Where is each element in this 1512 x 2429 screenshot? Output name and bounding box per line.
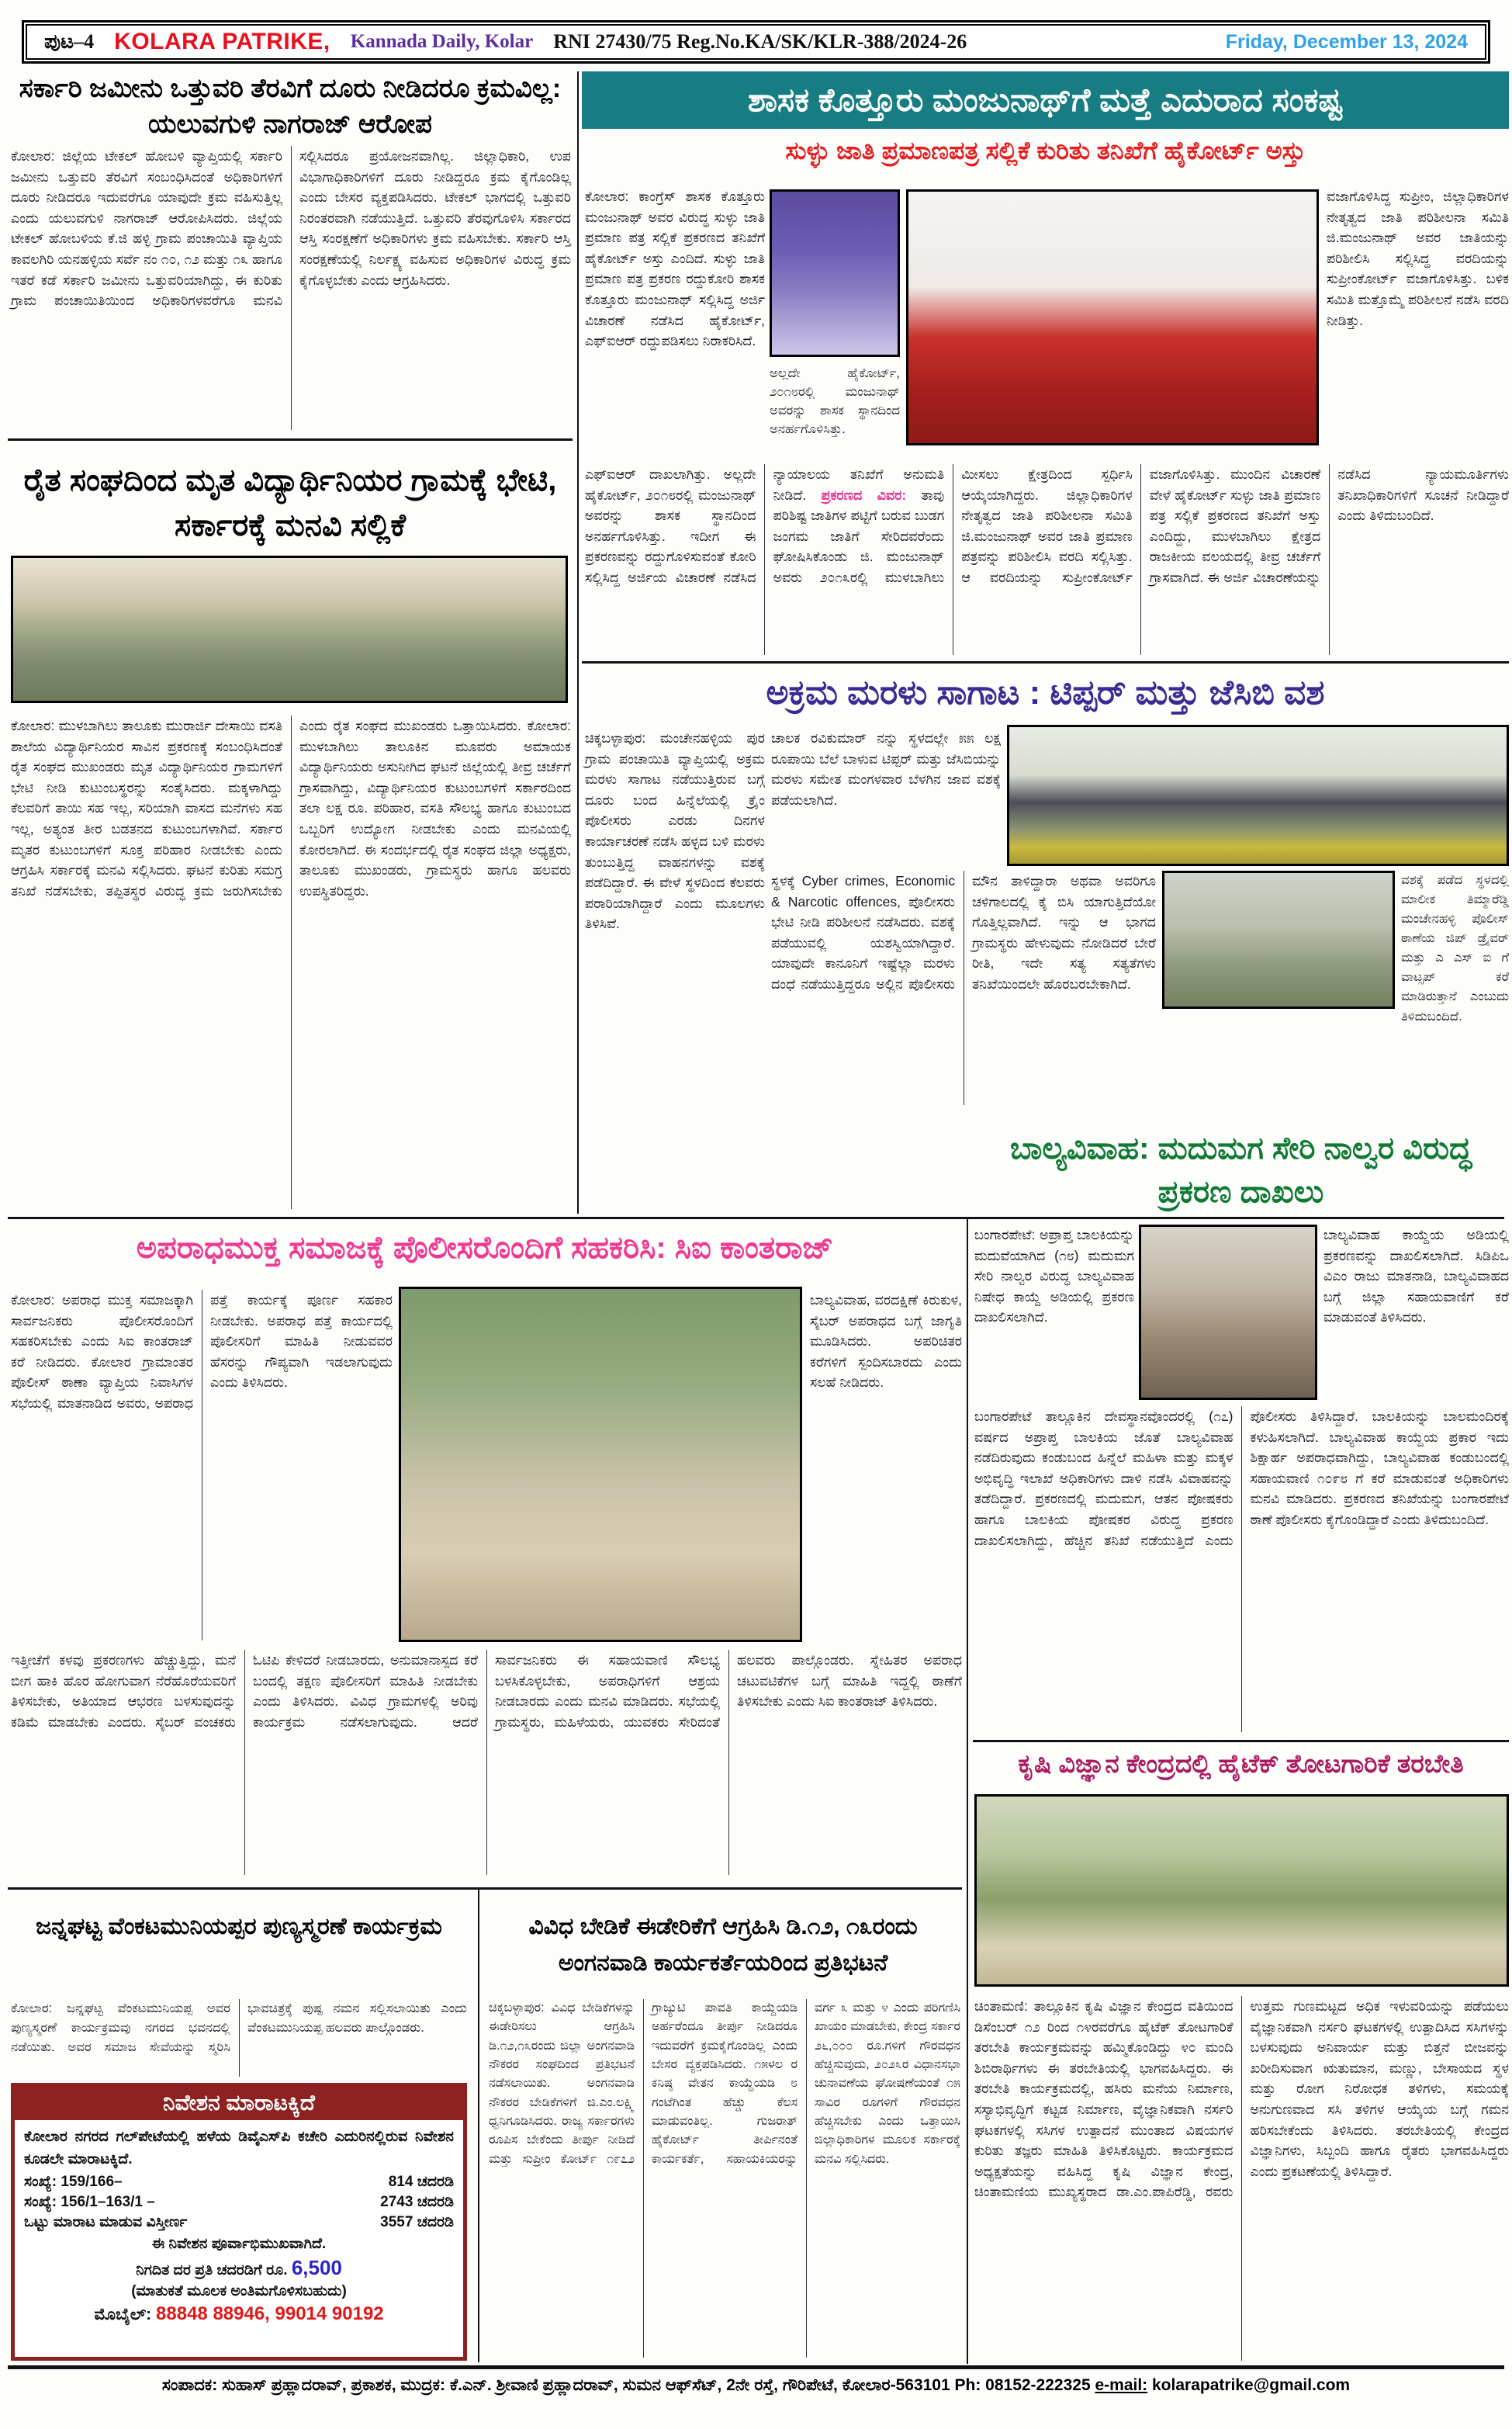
ad-rate-value: 6,500 [291,2256,342,2279]
ad-mobile-line [15,2300,463,2325]
headline-child-marriage: ಬಾಲ್ಯವಿವಾಹ: ಮದುಮಗ ಸೇರಿ ನಾಲ್ವರ ವಿರುದ್ಧ ಪ್ರಕರಣ ದಾಖಲು [1009,1131,1472,1209]
site-sale-ad [11,2083,467,2361]
high-court-building-photo [906,189,1319,445]
ad-banner: ನಿವೇಶನ ಮಾರಾಟಕ್ಕಿದೆ [15,2087,463,2120]
column-divider [577,71,579,1214]
article-mla-bottom-pre: ಎಫ್‌ಐಆರ್ ದಾಖಲಾಗಿತ್ತು. ಅಲ್ಲದೇ ಹೈಕೋರ್ಟ್, ೨೦೧೮ರಲ್ಲಿ ಮಂಜುನಾಥ್ ಅವರನ್ನು ಶಾಸಕ ಸ್ಥಾನದಿಂದ ಅನರ್ಹಗೊಳಿಸಿತ್ತು. ಇದೀಗ ಈ ಪ್ರಕರಣವನ್ನು ರದ್ದುಗೊಳಿಸುವಂತೆ ಕೋರಿ ಸಲ್ಲಿಸಿದ್ದ ಅರ್ಜಿಯ ವಿಚಾರಣೆ ನಡೆಸಿದ ನ್ಯಾಯಾಲಯ ತನಿಖೆಗೆ ಅನುಮತಿ ನೀಡಿದೆ. [585,466,945,585]
article-mla-bottom-post: ತಾವು ಪರಿಶಿಷ್ಟ ಜಾತಿಗಳ ಪಟ್ಟಿಗೆ ಬರುವ ಬುಡಗ ಜಂಗಮ ಜಾತಿಗೆ ಸೇರಿದವರೆಂದು ಘೋಷಿಸಿಕೊಂಡು ಜಿ. ಮಂಜುನಾಥ್ ಅವರು ೨೦೧೩ರಲ್ಲಿ ಮುಳಬಾಗಿಲು ಮೀಸಲು ಕ್ಷೇತ್ರದಿಂದ ಸ್ಪರ್ಧಿಸಿ ಆಯ್ಕೆಯಾಗಿದ್ದರು. ಜಿಲ್ಲಾಧಿಕಾರಿಗಳ ನೇತೃತ್ವದ ಜಾತಿ ಪರಿಶೀಲನಾ ಸಮಿತಿ ಜಿ.ಮಂಜುನಾಥ್ ಅವರ ಜಾತಿ ಪ್ರಮಾಣ ಪತ್ರವನ್ನು ಪರಿಶೀಲಿಸಿ ವರದಿ ಸಲ್ಲಿಸಿತ್ತು. ಆ ವರದಿಯನ್ನು ಸುಪ್ರೀಂಕೋರ್ಟ್ ವಜಾಗೊಳಿಸಿತ್ತು. ಮುಂದಿನ ವಿಚಾರಣೆ ವೇಳೆ ಹೈಕೋರ್ಟ್ ಸುಳ್ಳು ಜಾತಿ ಪ್ರಮಾಣ ಪತ್ರ ಸಲ್ಲಿಕೆ ಪ್ರಕರಣದ ತನಿಖೆಗೆ ಅಸ್ತು ಎಂದಿದ್ದು, ಮುಳಬಾಗಿಲು ಕ್ಷೇತ್ರದ ರಾಜಕೀಯ ವಲಯದಲ್ಲಿ ತೀವ್ರ ಚರ್ಚೆಗೆ ಗ್ರಾಸವಾಗಿದೆ. ಈ ಅರ್ಜಿ ವಿಚಾರಣೆಯನ್ನು ನಡೆಸಿದ ನ್ಯಾಯಮೂರ್ತಿಗಳು ತನಿಖಾಧಿಕಾರಿಗಳಿಗೆ ಸೂಚನೆ ನೀಡಿದ್ದಾರೆ ಎಂದು ತಿಳಿದುಬಂದಿದೆ. [773,466,1509,585]
footer-rule [8,2365,1504,2369]
article-sand-mid-col: ಚಾಲಕ ರವಿಕುಮಾರ್ ನನ್ನು ಸ್ಥಳದಲ್ಲೇ ೫೫ ಲಕ್ಷ ರೂಪಾಯಿ ಬೆಲೆ ಬಾಳುವ ಟಿಪ್ಪರ್ ಮತ್ತು ಜೆಸಿಬಿಯನ್ನು ಮರಳು ಸಮೇತ ಮಂಗಳವಾರ ಬೆಳಗಿನ ಜಾವ ವಶಕ್ಕೆ ಪಡೆಯಲಾಗಿದೆ. [771,730,1001,808]
imprint-text: ಸಂಪಾದಕ: ಸುಹಾಸ್ ಪ್ರಹ್ಲಾದರಾವ್, ಪ್ರಕಾಶಕ, ಮುದ್ರಕ: ಕೆ.ಎನ್. ಶ್ರೀವಾಣಿ ಪ್ರಹ್ಲಾದರಾವ್, ಸುಮನ ಆಫ್‌ಸೆಟ್, 2ನೇ ರಸ್ತೆ, ಗೌರಿಪೇಟೆ, ಕೋಲಾರ-563101 Ph: 08152-222325 [161,2376,1091,2394]
subhead-caste-certificate: ಸುಳ್ಳು ಜಾತಿ ಪ್ರಮಾಣಪತ್ರ ಸಲ್ಲಿಕೆ ಕುರಿತು ತನಿಖೆಗೆ ಹೈಕೋರ್ಟ್ ಅಸ್ತು [785,137,1306,165]
masthead [22,20,1490,64]
email-label: e-mail: [1095,2376,1148,2394]
mla-portrait-photo [770,189,900,357]
headline-land-encroachment: ಸರ್ಕಾರಿ ಜಮೀನು ಒತ್ತುವರಿ ತೆರವಿಗೆ ದೂರು ನೀಡಿದರೂ ಕ್ರಮವಿಲ್ಲ: ಯಲುವಗುಳಿ ನಾಗರಾಜ್ ಆರೋಪ [19,74,562,139]
article-body-horticulture: ಚಿಂತಾಮಣಿ: ತಾಲ್ಲೂಕಿನ ಕೃಷಿ ವಿಜ್ಞಾನ ಕೇಂದ್ರದ ವತಿಯಿಂದ ಡಿಸೆಂಬರ್ ೧೨ ರಿಂದ ೧೪ರವರೆಗೂ ಹೈಟೆಕ್ ತೋಟಗಾರಿಕೆ ತರಬೇತಿ ಕಾರ್ಯಕ್ರಮವನ್ನು ಹಮ್ಮಿಕೊಂಡಿದ್ದು ೪೦ ಮಂದಿ ಶಿಬಿರಾರ್ಥಿಗಳು ಈ ತರಬೇತಿಯಲ್ಲಿ ಭಾಗವಹಿಸಿದ್ದರು. ಈ ತರಬೇತಿ ಕಾರ್ಯಕ್ರಮದಲ್ಲಿ, ಹಸಿರು ಮನೆಯ ನಿರ್ಮಾಣ, ಸಸ್ಯಾಭಿವೃದ್ಧಿಗೆ ಕಟ್ಟಡ ನಿರ್ಮಾಣ, ವೈಜ್ಞಾನಿಕವಾಗಿ ನರ್ಸರಿ ಘಟಕಗಳಲ್ಲಿ ಸಸಿಗಳ ಉತ್ಪಾದನೆ ಮುಂತಾದ ವಿಷಯಗಳ ಕುರಿತು ತಜ್ಞರು ಮಾಹಿತಿ ತಿಳಿಸಿಕೊಟ್ಟರು. ಕಾರ್ಯಕ್ರಮದ ಅಧ್ಯಕ್ಷತೆಯನ್ನು ವಹಿಸಿದ್ದ ಕೃಷಿ ವಿಜ್ಞಾನ ಕೇಂದ್ರ, ಚಿಂತಾಮಣಿಯ ಮುಖ್ಯಸ್ಥರಾದ ಡಾ.ಎಂ.ಪಾಪಿರೆಡ್ಡಿ, ರವರು ಉತ್ತಮ ಗುಣಮಟ್ಟದ ಅಧಿಕ ಇಳುವರಿಯನ್ನು ಪಡೆಯಲು ವೈಜ್ಞಾನಿಕವಾಗಿ ನರ್ಸರಿ ಘಟಕಗಳಲ್ಲಿ ಉತ್ಪಾದಿಸಿದ ಸಸಿಗಳನ್ನು ಬಳಸುವುದು ಅನಿವಾರ್ಯ ಮತ್ತು ಬಿತ್ತನೆ ಬೀಜವನ್ನು ಖರೀದಿಸುವಾಗ ಋತುಮಾನ, ಮಣ್ಣು, ಬೇಸಾಯದ ಸ್ಥಳ ಮತ್ತು ರೋಗ ನಿರೋಧಕ ತಳಿಗಳು, ಸಮಯಕ್ಕೆ ಅನುಗುಣವಾದ ಸಸಿ ತಳಿಗಳ ಆಯ್ಕೆಯ ಬಗ್ಗೆ ಗಮನ ಹರಿಸಬೇಕೆಂದು ತಿಳಿಸಿದರು. ತರಬೇತಿಯಲ್ಲಿ ಕೇಂದ್ರದ ವಿಜ್ಞಾನಿಗಳು, ಸಿಬ್ಬಂದಿ ಹಾಗೂ ರೈತರು ಭಾಗವಹಿಸಿದ್ದರು ಎಂದು ಪ್ರಕಟಣೆಯಲ್ಲಿ ತಿಳಿಸಿದ್ದಾರೆ. [974,1998,1509,2200]
paper-edition: Kannada Daily, Kolar [350,31,534,52]
article-divider [973,1740,1509,1742]
ad-row-total [15,2212,463,2233]
article-mla-col1: ಕೋಲಾರ: ಕಾಂಗ್ರೆಸ್ ಶಾಸಕ ಕೊತ್ತೂರು ಮಂಜುನಾಥ್ ಅವರ ವಿರುದ್ಧ ಸುಳ್ಳು ಜಾತಿ ಪ್ರಮಾಣ ಪತ್ರ ಸಲ್ಲಿಕೆ ಪ್ರಕರಣದ ತನಿಖೆಗೆ ಹೈಕೋರ್ಟ್ ಅಸ್ತು ಎಂದಿದೆ. ಸುಳ್ಳು ಜಾತಿ ಪ್ರಮಾಣ ಪತ್ರ ಪ್ರಕರಣ ರದ್ದುಕೋರಿ ಶಾಸಕ ಕೊತ್ತೂರು ಮಂಜುನಾಥ್ ಸಲ್ಲಿಸಿದ್ದ ಅರ್ಜಿ ವಿಚಾರಣೆ ನಡೆಸಿದ ಹೈಕೋರ್ಟ್, ಎಫ್‌ಐಆರ್ ರದ್ದುಪಡಿಸಲು ನಿರಾಕರಿಸಿದೆ. [585,189,765,349]
article-sand-mid2-col: ಸ್ಥಳಕ್ಕೆ Cyber crimes, Economic & Narcotic offences, ಪೊಲೀಸರು ಭೇಟಿ ನೀಡಿ ಪರಿಶೀಲನೆ ನಡೆಸಿದರು. ವಶಕ್ಕೆ ಪಡೆಯುವಲ್ಲಿ ಯಶಸ್ವಿಯಾಗಿದ್ದಾರೆ. ಯಾವುದೇ ಕಾನೂನಿಗೆ ಇಷ್ಟೆಲ್ಲಾ ಮರಳು ದಂಧೆ ನಡೆಯುತ್ತಿದ್ದರೂ ಅಲ್ಲಿನ ಪೊಲೀಸರು ಮೌನ ತಾಳಿದ್ದಾರಾ ಅಥವಾ ಅವರಿಗೂ ಚಳಿಗಾಲದಲ್ಲಿ ಕೈ ಬಿಸಿ ಯಾಗುತ್ತಿದೆಯೋ ಗೊತ್ತಿಲ್ಲವಾಗಿದೆ. ಇನ್ನು ಆ ಭಾಗದ ಗ್ರಾಮಸ್ಥರು ಹೇಳುವುದು ನೋಡಿದರೆ ಬೇರೆ ರೀತಿ, ಇದೇ ಸತ್ಯ ಸತ್ಯತೆಗಳು ತನಿಖೆಯಿಂದಲೇ ಹೊರಬರಬೇಕಾಗಿದೆ. [771,873,1156,992]
column-divider [478,1887,479,2362]
ad-survey-2-label: ಸಂಖ್ಯೆ: 156/1–163/1 – [24,2194,155,2210]
rni-registration: RNI 27430/75 Reg.No.KA/SK/KLR-388/2024-26 [553,30,967,53]
ad-negotiable-note: (ಮಾತುಕತೆ ಮೂಲಕ ಅಂತಿಮಗೊಳಿಸಬಹುದು) [131,2283,347,2299]
headline-memorial-programme: ಜನ್ನಘಟ್ಟ ವೆಂಕಟಮುನಿಯಪ್ಪರ ಪುಣ್ಯಸ್ಮರಣೆ ಕಾರ್ಯಕ್ರಮ [36,1914,442,1939]
ad-mobile-label: ಮೊಬೈಲ್: [94,2306,152,2323]
ad-rate-label: ನಿಗದಿತ ದರ ಪ್ರತಿ ಚದರಡಿಗೆ ರೂ. [136,2262,288,2278]
seized-site-photo [1162,871,1395,1009]
ad-rate-line [15,2253,463,2280]
article-divider [8,1887,962,1890]
ad-total-label: ಒಟ್ಟು ಮಾರಾಟ ಮಾಡುವ ವಿಸ್ತೀರ್ಣ [24,2214,188,2230]
article-body-farmers-visit: ಕೋಲಾರ: ಮುಳಬಾಗಿಲು ತಾಲೂಕು ಮುರಾರ್ಜಿ ದೇಸಾಯಿ ವಸತಿ ಶಾಲೆಯ ವಿದ್ಯಾರ್ಥಿನಿಯರ ಸಾವಿನ ಪ್ರಕರಣಕ್ಕೆ ಸಂಬಂಧಿಸಿದಂತೆ ರೈತ ಸಂಘದ ಮುಖಂಡರು ಮೃತ ವಿದ್ಯಾರ್ಥಿನಿಯರ ಗ್ರಾಮಗಳಿಗೆ ಭೇಟಿ ನೀಡಿ ಕುಟುಂಬಸ್ಥರನ್ನು ಸಂತೈಸಿದರು. ಮಕ್ಕಳಾಗಿದ್ದು ಕೆಲವರಿಗೆ ತಾಯಿ ಸಹ ಇಲ್ಲ, ಸರಿಯಾಗಿ ವಾಸದ ಮನೆಗಳು ಸಹ ಇಲ್ಲ, ಅತ್ಯಂತ ತೀರ ಬಡತನದ ಕುಟುಂಬಗಳಾಗಿವೆ. ಸರ್ಕಾರ ಮೃತರ ಕುಟುಂಬಗಳಿಗೆ ಸೂಕ್ತ ಪರಿಹಾರ ನೀಡಬೇಕು ಎಂದು ಆಗ್ರಹಿಸಿ ಸರ್ಕಾರಕ್ಕೆ ಮನವಿ ಸಲ್ಲಿಸಿದರು. ಘಟನೆ ಕುರಿತು ಸಮಗ್ರ ತನಿಖೆ ನಡೆಸಬೇಕು, ತಪ್ಪಿತಸ್ಥರ ವಿರುದ್ಧ ಕ್ರಮ ಜರುಗಿಸಬೇಕು ಎಂದು ರೈತ ಸಂಘದ ಮುಖಂಡರು ಒತ್ತಾಯಿಸಿದರು. ಕೋಲಾರ: ಮುಳಬಾಗಿಲು ತಾಲೂಕಿನ ಮೂವರು ಅಮಾಯಕ ವಿದ್ಯಾರ್ಥಿನಿಯರು ಅಸುನೀಗಿದ ಘಟನೆ ಜಿಲ್ಲೆಯಲ್ಲಿ ತೀವ್ರ ಚರ್ಚೆಗೆ ಗ್ರಾಸವಾಗಿದ್ದು, ವಿದ್ಯಾರ್ಥಿನಿಯರ ಕುಟುಂಬಗಳಿಗೆ ಸರ್ಕಾರದಿಂದ ತಲಾ ಲಕ್ಷ ರೂ. ಪರಿಹಾರ, ವಸತಿ ಸೌಲಭ್ಯ ಹಾಗೂ ಕುಟುಂಬದ ಒಬ್ಬರಿಗೆ ಉದ್ಯೋಗ ನೀಡಬೇಕು ಎಂದು ಮನವಿಯಲ್ಲಿ ಕೋರಲಾಗಿದೆ. ಈ ಸಂದರ್ಭದಲ್ಲಿ ರೈತ ಸಂಘದ ಜಿಲ್ಲಾ ಅಧ್ಯಕ್ಷರು, ತಾಲೂಕು ಮುಖಂಡರು, ಗ್ರಾಮಸ್ಥರು ಹಾಗೂ ಹಲವರು ಉಪಸ್ಥಿತರಿದ್ದರು. [11,718,571,899]
ad-total-area: 3557 ಚದರಡಿ [380,2214,454,2230]
headline-anganwadi-protest: ವಿವಿಧ ಬೇಡಿಕೆ ಈಡೇರಿಕೆಗೆ ಆಗ್ರಹಿಸಿ ಡಿ.೧೨, ೧೩ರಂದು ಅಂಗನವಾಡಿ ಕಾರ್ಯಕರ್ತೆಯರಿಂದ ಪ್ರತಿಭಟನೆ [528,1914,918,1976]
article-childmarriage-left: ಬಂಗಾರಪೇಟೆ: ಅಪ್ರಾಪ್ತ ಬಾಲಕಿಯನ್ನು ಮದುವೆಯಾಗಿದ (೧೮) ಮದುಮಗ ಸೇರಿ ನಾಲ್ವರ ವಿರುದ್ಧ ಬಾಲ್ಯವಿವಾಹ ನಿಷೇಧ ಕಾಯ್ದೆ ಅಡಿಯಲ್ಲಿ ಪ್ರಕರಣ ದಾಖಲಿಸಲಾಗಿದೆ. [974,1227,1134,1325]
official-portrait-photo [1139,1225,1317,1400]
article-divider [8,438,573,441]
article-sand-right-col: ವಶಕ್ಕೆ ಪಡೆದ ಸ್ಥಳದಲ್ಲಿ ಮಾಲೀಕ ತಿಮ್ಮಾರೆಡ್ಡಿ ಮಂಚೇನಹಳ್ಳಿ ಪೊಲೀಸ್ ಠಾಣೆಯ ಜಿಪ್ ಡ್ರೈವರ್ ಮತ್ತು ಎ ಎಸ್ ಐ ಗೆ ವಾಟ್ಸಪ್ ಕರೆ ಮಾಡಿರುತ್ತಾನೆ ಎಂಬುದು ತಿಳಿದುಬಂದಿದೆ. [1401,873,1509,1024]
article-mla-bottom [585,464,1509,655]
article-sand-left-col: ಚಿಕ್ಕಬಳ್ಳಾಪುರ: ಮಂಚೇನಹಳ್ಳಿಯ ಪುರ ಗ್ರಾಮ ಪಂಚಾಯಿತಿ ವ್ಯಾಪ್ತಿಯಲ್ಲಿ ಅಕ್ರಮ ಮರಳು ಸಾಗಾಟ ನಡೆಯುತ್ತಿರುವ ಬಗ್ಗೆ ದೂರು ಬಂದ ಹಿನ್ನೆಲೆಯಲ್ಲಿ ಕ್ರೈಂ ಪೊಲೀಸರು ಎರಡು ದಿನಗಳ ಕಾರ್ಯಾಚರಣೆ ನಡೆಸಿ ಹಳ್ಳದ ಬಳಿ ಮರಳು ತುಂಬುತ್ತಿದ್ದ ವಾಹನಗಳನ್ನು ವಶಕ್ಕೆ ಪಡೆದಿದ್ದಾರೆ. ಈ ವೇಳೆ ಸ್ಥಳದಿಂದ ಕೆಲವರು ಪರಾರಿಯಾಗಿದ್ದಾರೆ ಎಂದು ಮೂಲಗಳು ತಿಳಿಸಿವೆ. [585,730,765,932]
article-body-memorial: ಕೋಲಾರ: ಜನ್ನಘಟ್ಟ ವೆಂಕಟಮುನಿಯಪ್ಪ ಅವರ ಪುಣ್ಯಸ್ಮರಣೆ ಕಾರ್ಯಕ್ರಮವು ನಗರದ ಭವನದಲ್ಲಿ ನಡೆಯಿತು. ಅವರ ಸಮಾಜ ಸೇವೆಯನ್ನು ಸ್ಮರಿಸಿ ಭಾವಚಿತ್ರಕ್ಕೆ ಪುಷ್ಪ ನಮನ ಸಲ್ಲಿಸಲಾಯಿತು ಎಂದು ವೆಂಕಟಮುನಿಯಪ್ಪ ಹಲವರು ಪಾಲ್ಗೊಂಡರು. [11,2001,467,2055]
tipper-jcb-photo [1007,725,1509,866]
ad-row-1 [15,2172,463,2192]
article-mla-right-col: ವಜಾಗೊಳಿಸಿದ್ದ ಸುಪ್ರೀಂ, ಜಿಲ್ಲಾಧಿಕಾರಿಗಳ ನೇತೃತ್ವದ ಜಾತಿ ಪರಿಶೀಲನಾ ಸಮಿತಿ ಜಿ.ಮಂಜುನಾಥ್ ಅವರ ಜಾತಿಯನ್ನು ಪರಿಶೀಲಿಸಿ ಸಲ್ಲಿಸಿದ್ದ ವರದಿಯನ್ನು ಸುಪ್ರೀಂಕೋರ್ಟ್ ವಜಾಗೊಳಿಸಿತ್ತು. ಬಳಿಕ ಸಮಿತಿ ಮತ್ತೊಮ್ಮೆ ಪರಿಶೀಲನೆ ನಡೆಸಿ ವರದಿ ನೀಡಿತ್ತು. [1327,189,1509,328]
article-police-right-col: ಬಾಲ್ಯವಿವಾಹ, ವರದಕ್ಷಿಣೆ ಕಿರುಕುಳ, ಸೈಬರ್ ಅಪರಾಧದ ಬಗ್ಗೆ ಜಾಗೃತಿ ಮೂಡಿಸಿದರು. ಅಪರಿಚಿತರ ಕರೆಗಳಿಗೆ ಸ್ಪಂದಿಸಬಾರದು ಎಂದು ಸಲಹೆ ನೀಡಿದರು. [810,1292,962,1391]
headline-mla-banner: ಶಾಸಕ ಕೊತ್ತೂರು ಮಂಜುನಾಥ್‌ಗೆ ಮತ್ತೆ ಎದುರಾದ ಸಂಕಷ್ಟ [582,71,1509,129]
ad-intro: ಕೋಲಾರ ನಗರದ ಗಲ್‌ಪೇಟೆಯಲ್ಲಿ ಹಳೆಯ ಡಿವೈಎಸ್‌ಪಿ ಕಚೇರಿ ಎದುರಿನಲ್ಲಿರುವ ನಿವೇಶನ ಕೂಡಲೇ ಮಾರಾಟಕ್ಕಿದೆ. [24,2129,454,2167]
article-police-left-cols: ಕೋಲಾರ: ಅಪರಾಧ ಮುಕ್ತ ಸಮಾಜಕ್ಕಾಗಿ ಸಾರ್ವಜನಿಕರು ಪೊಲೀಸರೊಂದಿಗೆ ಸಹಕರಿಸಬೇಕು ಎಂದು ಸಿಐ ಕಾಂತರಾಜ್ ಕರೆ ನೀಡಿದರು. ಕೋಲಾರ ಗ್ರಾಮಾಂತರ ಪೊಲೀಸ್ ಠಾಣಾ ವ್ಯಾಪ್ತಿಯ ನಿವಾಸಿಗಳ ಸಭೆಯಲ್ಲಿ ಮಾತನಾಡಿದ ಅವರು, ಅಪರಾಧ ಪತ್ತೆ ಕಾರ್ಯಕ್ಕೆ ಪೂರ್ಣ ಸಹಕಾರ ನೀಡಬೇಕು. ಅಪರಾಧ ಪತ್ತೆ ಕಾರ್ಯದಲ್ಲಿ ಪೊಲೀಸರಿಗೆ ಮಾಹಿತಿ ನೀಡುವವರ ಹೆಸರನ್ನು ಗೌಪ್ಯವಾಗಿ ಇಡಲಾಗುವುದು ಎಂದು ತಿಳಿಸಿದರು. [11,1292,393,1411]
imprint-line [0,2376,1512,2395]
ad-survey-2-area: 2743 ಚದರಡಿ [380,2194,454,2210]
article-mla-below-portrait: ಅಲ್ಲದೇ ಹೈಕೋರ್ಟ್, ೨೦೧೮ರಲ್ಲಿ ಮಂಜುನಾಥ್ ಅವರನ್ನು ಶಾಸಕ ಸ್ಥಾನದಿಂದ ಅನರ್ಹಗೊಳಿಸಿತ್ತು. [770,366,900,436]
column-divider [967,1217,968,2364]
issue-date: Friday, December 13, 2024 [1225,30,1468,53]
ad-survey-1-area: 814 ಚದರಡಿ [388,2174,454,2190]
farmers-group-photo [11,556,568,703]
email-address: kolarapatrike@gmail.com [1152,2376,1351,2394]
ad-facing-note: ಈ ನಿವೇಶನ ಪೂರ್ವಾಭಿಮುಖವಾಗಿದೆ. [151,2236,327,2252]
ad-row-2 [15,2192,463,2212]
training-group-photo [974,1794,1509,1987]
ad-mobile-numbers: 88848 88946, 99014 90192 [156,2303,384,2324]
article-body-land-encroachment: ಕೋಲಾರ: ಜಿಲ್ಲೆಯ ಟೇಕಲ್ ಹೋಬಳಿ ವ್ಯಾಪ್ತಿಯಲ್ಲಿ ಸರ್ಕಾರಿ ಜಮೀನು ಒತ್ತುವರಿ ತೆರವಿಗೆ ಸಂಬಂಧಿಸಿದಂತೆ ಅಧಿಕಾರಿಗಳಿಗೆ ದೂರು ನೀಡಿದರೂ ಇದುವರೆಗೂ ಯಾವುದೇ ಕ್ರಮ ವಹಿಸುತ್ತಿಲ್ಲ ಎಂದು ಯಲುವಗುಳಿ ನಾಗರಾಜ್ ಆರೋಪಿಸಿದರು. ಜಿಲ್ಲೆಯ ಟೇಕಲ್ ಹೋಬಳಿಯ ಕೆ.ಜಿ ಹಳ್ಳಿ ಗ್ರಾಮ ಪಂಚಾಯಿತಿ ವ್ಯಾಪ್ತಿಯ ಕಾವಲಗಿರಿ ಯನಹಳ್ಳಿಯ ಸರ್ವೆ ನಂ ೧೦, ೧೨ ಮತ್ತು ೧೩ ಹಾಗೂ ಇತರೆ ಕಡೆ ಸರ್ಕಾರಿ ಜಮೀನು ಒತ್ತುವರಿಯಾಗಿದ್ದು, ಈ ಕುರಿತು ಗ್ರಾಮ ಪಂಚಾಯಿತಿಯಿಂದ ಅಧಿಕಾರಿಗಳವರೆಗೂ ಮನವಿ ಸಲ್ಲಿಸಿದರೂ ಪ್ರಯೋಜನವಾಗಿಲ್ಲ. ಜಿಲ್ಲಾಧಿಕಾರಿ, ಉಪ ವಿಭಾಗಾಧಿಕಾರಿಗಳಿಗೆ ದೂರು ನೀಡಿದ್ದರೂ ಕ್ರಮ ಕೈಗೊಂಡಿಲ್ಲ ಎಂದು ಬೇಸರ ವ್ಯಕ್ತಪಡಿಸಿದರು. ಟೇಕಲ್ ಭಾಗದಲ್ಲಿ ಒತ್ತುವರಿ ನಿರಂತರವಾಗಿ ನಡೆಯುತ್ತಿದೆ. ಒತ್ತುವರಿ ತೆರವುಗೊಳಿಸಿ ಸರ್ಕಾರದ ಆಸ್ತಿ ಸಂರಕ್ಷಣೆಗೆ ಅಧಿಕಾರಿಗಳು ಕ್ರಮ ವಹಿಸಬೇಕು. ಸರ್ಕಾರಿ ಆಸ್ತಿ ಸಂರಕ್ಷಣೆಯಲ್ಲಿ ನಿರ್ಲಕ್ಷ್ಯ ವಹಿಸುವ ಅಧಿಕಾರಿಗಳ ವಿರುದ್ಧ ಕ್ರಮ ಕೈಗೊಳ್ಳಬೇಕು ಎಂದು ಆಗ್ರಹಿಸಿದರು. [11,148,571,309]
ad-survey-1-label: ಸಂಖ್ಯೆ: 159/166– [24,2174,123,2190]
article-childmarriage-right: ಬಾಲ್ಯವಿವಾಹ ಕಾಯ್ದೆಯ ಅಡಿಯಲ್ಲಿ ಪ್ರಕರಣವನ್ನು ದಾಖಲಿಸಲಾಗಿದೆ. ಸಿಡಿಪಿಒ ವಿಎಂ ರಾಜು ಮಾತನಾಡಿ, ಬಾಲ್ಯವಿವಾಹದ ಬಗ್ಗೆ ಜಿಲ್ಲಾ ಸಹಾಯವಾಣಿಗೆ ಕರೆ ಮಾಡುವಂತೆ ತಿಳಿಸಿದರು. [1323,1227,1509,1325]
police-meeting-photo [399,1287,802,1642]
headline-horticulture-training: ಕೃಷಿ ವಿಜ್ಞಾನ ಕೇಂದ್ರದಲ್ಲಿ ಹೈಟೆಕ್ ತೋಟಗಾರಿಕೆ ತರಬೇತಿ [1018,1749,1464,1778]
article-body-anganwadi: ಚಿಕ್ಕಬಳ್ಳಾಪುರ: ವಿವಿಧ ಬೇಡಿಕೆಗಳನ್ನು ಈಡೇರಿಸಲು ಆಗ್ರಹಿಸಿ ಡಿ.೧೨,೧೩ರಂದು ಜಿಲ್ಲಾ ಅಂಗನವಾಡಿ ನೌಕರರ ಸಂಘದಿಂದ ಪ್ರತಿಭಟನೆ ನಡೆಸಲಾಯಿತು. ಅಂಗನವಾಡಿ ನೌಕರರ ಬೇಡಿಕೆಗಳಿಗೆ ಜಿ.ಎಂ.ಲಕ್ಷ್ಮಿ ಧ್ವನಿಗೂಡಿಸಿದರು. ರಾಜ್ಯ ಸರ್ಕಾರಗಳು ರೂಪಿಸ ಬೇಕೆಂದು ತೀರ್ಪು ನೀಡಿದೆ ಮತ್ತು ಸುಪ್ರೀಂ ಕೋರ್ಟ್ ೧೯೭೨ ಗ್ರಾಜ್ಯುಟಿ ಪಾವತಿ ಕಾಯ್ದೆಯಡಿ ಅರ್ಹರೆಂದೂ ತೀರ್ಪು ನೀಡಿದರೂ ಇದುವರೆಗೆ ಕ್ರಮಕೈಗೊಂಡಿಲ್ಲ ಎಂದು ಬೇಸರ ವ್ಯಕ್ತಪಡಿಸಿದರು. ೧೫ಳಲ ರ ಕನಿಷ್ಠ ವೇತನ ಕಾಯ್ದೆಯಡಿ ೮ ಗಂಟೆಗಿಂತ ಹೆಚ್ಚು ಕೆಲಸ ಮಾಡುವಂತಿಲ್ಲ. ಗುಜರಾತ್ ಹೈಕೋರ್ಟ್ ತೀರ್ಪಿನಂತೆ ಕಾರ್ಯಕರ್ತೆ, ಸಹಾಯಕಿಯರನ್ನು ವರ್ಗ ೩ ಮತ್ತು ೪ ಎಂದು ಪರಿಗಣಿಸಿ ಖಾಯಂ ಮಾಡಬೇಕು, ಕೇಂದ್ರ ಸರ್ಕಾರ ೨೬,೦೦೦ ರೂ.ಗಳಿಗೆ ಗೌರವಧನ ಹೆಚ್ಚಿಸುವುದು, ೨೦೨೩ರ ವಿಧಾನಸಭಾ ಚುನಾವಣೆಯ ಘೋಷಣೆಯಂತೆ ೧೫ ಸಾವಿರ ರೂಗಳಿಗೆ ಗೌರವಧನ ಹೆಚ್ಚಿಸಬೇಕು ಎಂದು ಒತ್ತಾಯಿಸಿ ಜಿಲ್ಲಾಧಿಕಾರಿಗಳ ಮೂಲಕ ಸರ್ಕಾರಕ್ಕೆ ಮನವಿ ಸಲ್ಲಿಸಿದರು. [489,2001,960,2166]
article-divider [8,1217,1504,1219]
headline-farmers-visit: ರೈತ ಸಂಘದಿಂದ ಮೃತ ವಿದ್ಯಾರ್ಥಿನಿಯರ ಗ್ರಾಮಕ್ಕೆ ಭೇಟಿ, ಸರ್ಕಾರಕ್ಕೆ ಮನವಿ ಸಲ್ಲಿಕೆ [23,463,557,542]
case-detail-label: ಪ್ರಕರಣದ ವಿವರ: [821,487,922,503]
article-childmarriage-bottom: ಬಂಗಾರಪೇಟೆ ತಾಲ್ಲೂಕಿನ ದೇವಸ್ಥಾನವೊಂದರಲ್ಲಿ (೧೭) ವರ್ಷದ ಅಪ್ರಾಪ್ತ ಬಾಲಕಿಯ ಜೊತೆ ಬಾಲ್ಯವಿವಾಹ ನಡೆದಿರುವುದು ಕಂಡುಬಂದ ಹಿನ್ನೆಲೆ ಮಹಿಳಾ ಮತ್ತು ಮಕ್ಕಳ ಅಭಿವೃದ್ಧಿ ಇಲಾಖೆ ಅಧಿಕಾರಿಗಳು ದಾಳಿ ನಡೆಸಿ ವಿವಾಹವನ್ನು ತಡೆದಿದ್ದಾರೆ. ಪ್ರಕರಣದಲ್ಲಿ ಮದುಮಗ, ಆತನ ಪೋಷಕರು ಹಾಗೂ ಬಾಲಕಿಯ ಪೋಷಕರ ವಿರುದ್ಧ ಪ್ರಕರಣ ದಾಖಲಿಸಲಾಗಿದ್ದು, ಹೆಚ್ಚಿನ ತನಿಖೆ ನಡೆಯುತ್ತಿದೆ ಎಂದು ಪೊಲೀಸರು ತಿಳಿಸಿದ್ದಾರೆ. ಬಾಲಕಿಯನ್ನು ಬಾಲಮಂದಿರಕ್ಕೆ ಕಳುಹಿಸಲಾಗಿದೆ. ಬಾಲ್ಯವಿವಾಹ ಕಾಯ್ದೆಯ ಪ್ರಕಾರ ಇದು ಶಿಕ್ಷಾರ್ಹ ಅಪರಾಧವಾಗಿದ್ದು, ಬಾಲ್ಯವಿವಾಹ ಕಂಡುಬಂದಲ್ಲಿ ಸಹಾಯವಾಣಿ ೧೦೯೮ ಗೆ ಕರೆ ಮಾಡುವಂತೆ ಅಧಿಕಾರಿಗಳು ಮನವಿ ಮಾಡಿದರು. ಪ್ರಕರಣದ ತನಿಖೆಯನ್ನು ಬಂಗಾರಪೇಟೆ ಠಾಣೆ ಪೊಲೀಸರು ಕೈಗೊಂಡಿದ್ದಾರೆ ಎಂದು ತಿಳಿದುಬಂದಿದೆ. [974,1409,1509,1548]
article-police-bottom: ಇತ್ತೀಚೆಗೆ ಕಳವು ಪ್ರಕರಣಗಳು ಹೆಚ್ಚುತ್ತಿದ್ದು, ಮನೆ ಬೀಗ ಹಾಕಿ ಹೊರ ಹೋಗುವಾಗ ನೆರೆಹೊರೆಯವರಿಗೆ ತಿಳಿಸಬೇಕು, ಅತಿಯಾದ ಆಭರಣ ಬಳಸುವುದನ್ನು ಕಡಿಮೆ ಮಾಡಬೇಕು ಎಂದರು. ಸೈಬರ್ ವಂಚಕರು ಓಟಿಪಿ ಕೇಳಿದರೆ ನೀಡಬಾರದು, ಅನುಮಾನಾಸ್ಪದ ಕರೆ ಬಂದಲ್ಲಿ ತಕ್ಷಣ ಪೊಲೀಸರಿಗೆ ಮಾಹಿತಿ ನೀಡಬೇಕು ಎಂದು ತಿಳಿಸಿದರು. ವಿವಿಧ ಗ್ರಾಮಗಳಲ್ಲಿ ಅರಿವು ಕಾರ್ಯಕ್ರಮ ನಡೆಸಲಾಗುವುದು. ಆದರೆ ಸಾರ್ವಜನಿಕರು ಈ ಸಹಾಯವಾಣಿ ಸೌಲಭ್ಯ ಬಳಸಿಕೊಳ್ಳಬೇಕು, ಅಪರಾಧಿಗಳಿಗೆ ಆಶ್ರಯ ನೀಡಬಾರದು ಎಂದು ಮನವಿ ಮಾಡಿದರು. ಸಭೆಯಲ್ಲಿ ಗ್ರಾಮಸ್ಥರು, ಮಹಿಳೆಯರು, ಯುವಕರು ಸೇರಿದಂತೆ ಹಲವರು ಪಾಲ್ಗೊಂಡರು. ಸ್ನೇಹಿತರ ಅಪರಾಧ ಚಟುವಟಿಕೆಗಳ ಬಗ್ಗೆ ಮಾಹಿತಿ ಇದ್ದಲ್ಲಿ ಠಾಣೆಗೆ ತಿಳಿಸಬೇಕು ಎಂದು ಸಿಐ ಕಾಂತರಾಜ್ ತಿಳಿಸಿದರು. [11,1652,962,1730]
headline-sand-seizure: ಅಕ್ರಮ ಮರಳು ಸಾಗಾಟ : ಟಿಪ್ಪರ್ ಮತ್ತು ಜೆಸಿಬಿ ವಶ [766,674,1325,712]
page-number-label: ಪುಟ–4 [44,29,95,53]
paper-title: KOLARA PATRIKE, [114,29,330,54]
article-divider [582,661,1509,664]
headline-police-cooperation: ಅಪರಾಧಮುಕ್ತ ಸಮಾಜಕ್ಕೆ ಪೊಲೀಸರೊಂದಿಗೆ ಸಹಕರಿಸಿ: ಸಿಐ ಕಾಂತರಾಜ್ [136,1231,834,1265]
